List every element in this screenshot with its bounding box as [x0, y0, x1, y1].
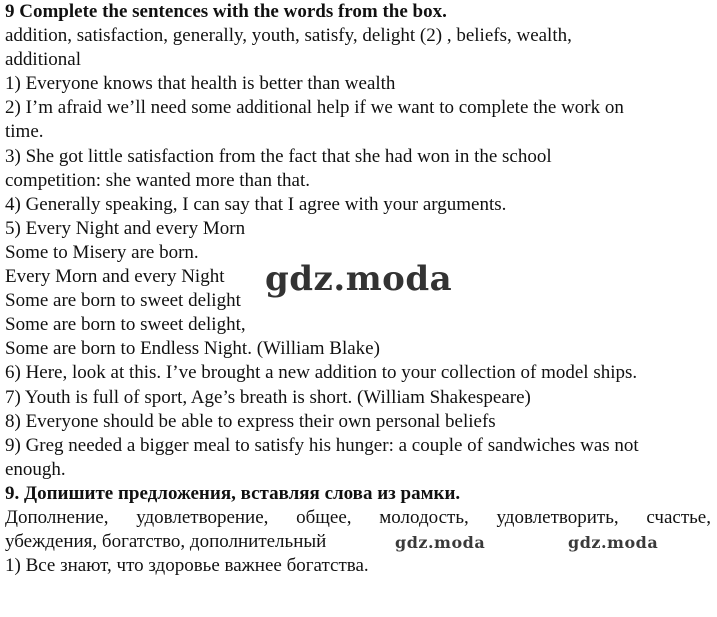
answer-line: 8) Everyone should be able to express their own personal beliefs — [5, 410, 496, 432]
watermark-logo: gdz.moda — [395, 533, 486, 552]
poem-line: Some to Misery are born. — [5, 241, 199, 263]
answer-line: 4) Generally speaking, I can say that I agree with your arguments. — [5, 193, 507, 215]
watermark-logo: gdz.moda — [265, 259, 453, 299]
poem-line: Some are born to Endless Night. (William Blake) — [5, 338, 380, 360]
exercise-heading-ru: 9. Допишите предложения, вставляя слова из рамки. — [5, 482, 461, 504]
answer-line: competition: she wanted more than that. — [5, 169, 310, 191]
word-ru: Дополнение, — [5, 506, 109, 528]
poem-line: 5) Every Night and every Morn — [5, 217, 246, 239]
word-ru: общее, — [296, 506, 352, 528]
answer-line: 7) Youth is full of sport, Age’s breath is short. (William Shakespeare) — [5, 386, 531, 408]
poem-line: Every Morn and every Night — [5, 266, 225, 288]
word-box-line-ru — [5, 506, 711, 530]
word-ru: молодость, — [379, 506, 469, 528]
word-box-line: addition, satisfaction, generally, youth, satisfy, delight (2) , beliefs, wealth, — [5, 25, 572, 47]
poem-line: Some are born to sweet delight, — [5, 314, 246, 336]
word-ru: удовлетворение, — [136, 506, 269, 528]
answer-line-ru: 1) Все знают, что здоровье важнее богатства. — [5, 555, 369, 577]
answer-line: 9) Greg needed a bigger meal to satisfy his hunger: a couple of sandwiches was not — [5, 434, 639, 456]
exercise-heading: 9 Complete the sentences with the words from the box. — [5, 1, 447, 22]
word-ru: счастье, — [646, 506, 711, 528]
watermark-logo: gdz.moda — [568, 533, 659, 552]
answer-line: enough. — [5, 458, 66, 480]
word-box-line: additional — [5, 49, 81, 71]
poem-line: Some are born to sweet delight — [5, 290, 241, 312]
answer-line: 6) Here, look at this. I’ve brought a new addition to your collection of model ships. — [5, 362, 638, 384]
answer-line: time. — [5, 121, 44, 143]
word-box-line-ru: убеждения, богатство, дополнительный — [5, 531, 327, 553]
answer-line: 3) She got little satisfaction from the fact that she had won in the school — [5, 145, 552, 167]
word-ru: удовлетворить, — [496, 506, 619, 528]
answer-line: 2) I’m afraid we’ll need some additional help if we want to complete the work on — [5, 97, 624, 119]
answer-line: 1) Everyone knows that health is better than wealth — [5, 73, 396, 95]
